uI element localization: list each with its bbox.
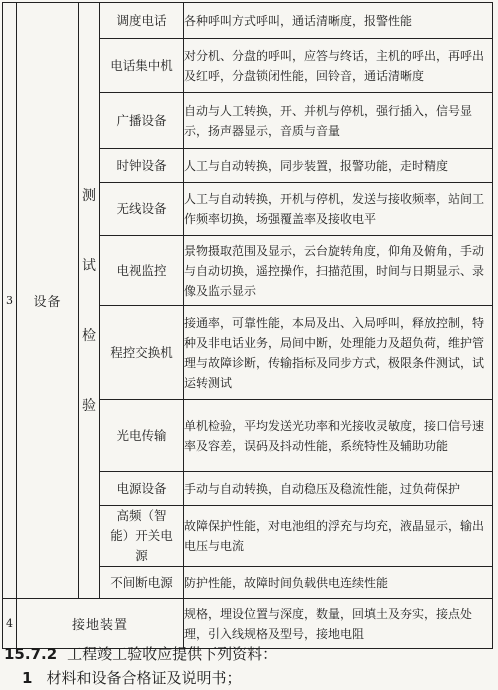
- item-cell: 调度电话: [100, 3, 184, 39]
- table-row: [3, 3, 493, 39]
- item-cell: 高频（智能）开关电源: [100, 506, 184, 567]
- category-cell: 接地装置: [17, 599, 184, 649]
- content-cell: 故障保护性能，对电池组的浮充与均充，液晶显示，输出电压与电流: [184, 506, 493, 567]
- content-cell: 防护性能，故障时间负载供电连续性能: [184, 567, 493, 599]
- item-cell: 电话集中机: [100, 39, 184, 93]
- item-cell: 电视监控: [100, 236, 184, 306]
- content-cell: 单机检验，平均发送光功率和光接收灵敏度，接口信号速率及容差，误码及抖动性能，系统特性及辅助功能: [184, 400, 493, 472]
- content-cell: 接通率，可靠性能，本局及出、入局呼叫，释放控制，特种及非电话业务，局间中断，处理能力及超负荷，维护管理与故障诊断，传输指标及同步方式，极限条件测试，试运转测试: [184, 306, 493, 400]
- item-number: 1: [22, 669, 33, 687]
- section-text: 工程竣工验收应提供下列资料：: [67, 645, 278, 663]
- content-cell: 对分机、分盘的呼叫，应答与终话，主机的呼出，再呼出及红呼，分盘锁闭性能，回铃音，通话清晰度: [184, 39, 493, 93]
- item-cell: 不间断电源: [100, 567, 184, 599]
- item-text: 材料和设备合格证及说明书；: [46, 669, 242, 687]
- category-cell: 设备: [17, 3, 79, 599]
- item-cell: 电源设备: [100, 472, 184, 506]
- section-heading: [4, 643, 494, 665]
- content-cell: 规格，埋设位置与深度，数量，回填土及夯实，接点处理，引入线规格及型号，接地电阻: [184, 599, 493, 649]
- section-number: 15.7.2: [4, 645, 58, 663]
- measure-cell: [79, 3, 100, 599]
- row-number: 4: [3, 599, 17, 649]
- item-cell: 无线设备: [100, 183, 184, 236]
- item-cell: 时钟设备: [100, 149, 184, 183]
- item-cell: 广播设备: [100, 93, 184, 149]
- content-cell: 各种呼叫方式呼叫，通话清晰度，报警性能: [184, 3, 493, 39]
- content-cell: 景物摄取范围及显示，云台旋转角度，仰角及俯角，手动与自动切换，遥控操作，扫描范围，时间与日期显示、录像及监示显示: [184, 236, 493, 306]
- content-cell: 人工与自动转换，同步装置，报警功能，走时精度: [184, 149, 493, 183]
- row-number: 3: [3, 3, 17, 599]
- content-cell: 自动与人工转换，开、并机与停机，强行插入，信号显示，扬声器显示，音质与音量: [184, 93, 493, 149]
- item-cell: 光电传输: [100, 400, 184, 472]
- table-row: [3, 599, 493, 649]
- content-cell: 人工与自动转换，开机与停机，发送与接收频率，站间工作频率切换，场强覆盖率及接收电平: [184, 183, 493, 236]
- list-item: [4, 667, 494, 689]
- measure-label: 测试检验: [82, 187, 96, 414]
- item-cell: 程控交换机: [100, 306, 184, 400]
- acceptance-spec-table: [2, 2, 493, 649]
- content-cell: 手动与自动转换，自动稳压及稳流性能，过负荷保护: [184, 472, 493, 506]
